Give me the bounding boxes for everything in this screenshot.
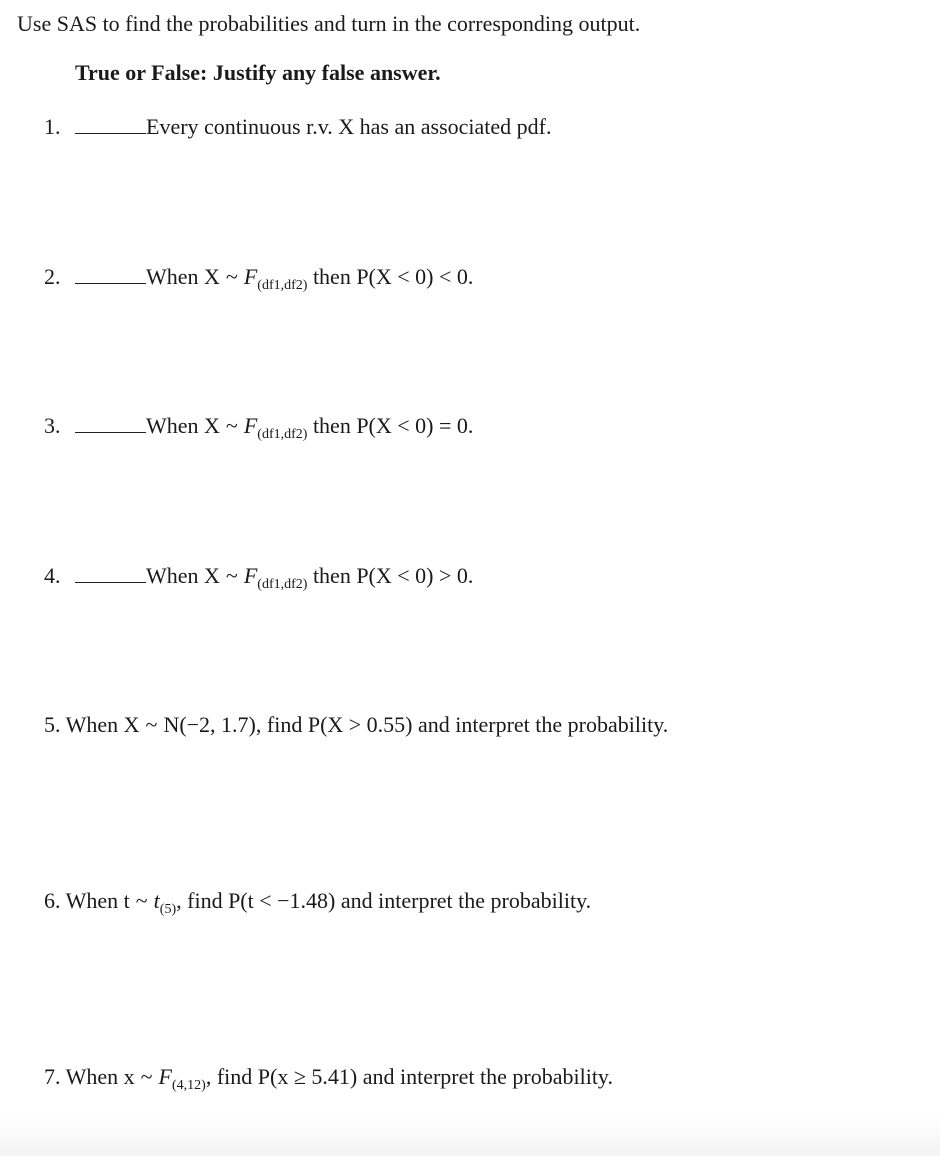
question-number: 1. bbox=[44, 114, 61, 139]
distribution-subscript: (5) bbox=[159, 902, 177, 917]
instructions-text: Use SAS to find the probabilities and turn in the corresponding output. bbox=[17, 11, 641, 36]
question-7: 7. When x ~ $F_{(4,12)}$, find P(x ≥ 5.41) and interpret the probability. bbox=[44, 1064, 613, 1093]
question-number: 2. bbox=[44, 264, 61, 289]
distribution-subscript: (df1,df2) bbox=[257, 278, 308, 293]
question-number: 5. bbox=[44, 712, 61, 737]
answer-blank[interactable] bbox=[75, 133, 146, 134]
answer-blank[interactable] bbox=[75, 283, 146, 284]
answer-blank[interactable] bbox=[75, 432, 146, 433]
statement-prefix: When X bbox=[146, 413, 220, 438]
statement-prefix: When X bbox=[146, 563, 220, 588]
question-number: 3. bbox=[44, 413, 61, 438]
answer-blank[interactable] bbox=[75, 582, 146, 583]
question-1 bbox=[44, 114, 551, 140]
question-number: 6. bbox=[44, 888, 61, 913]
statement-prefix: When X bbox=[146, 264, 220, 289]
distribution-symbol: F bbox=[243, 264, 258, 289]
distribution-subscript: (df1,df2) bbox=[257, 427, 308, 442]
distribution-symbol: F bbox=[243, 413, 258, 438]
question-2: 2. When X ~ $F_{(df1,df2)}$ then P(X < 0) < 0. bbox=[44, 264, 474, 293]
distribution-subscript: (4,12) bbox=[172, 1078, 206, 1093]
statement-text: Every continuous r.v. X has an associated pdf. bbox=[146, 114, 552, 139]
problem-prefix: When x bbox=[65, 1064, 135, 1089]
distribution-subscript: (df1,df2) bbox=[257, 577, 308, 592]
question-number: 7. bbox=[44, 1064, 61, 1089]
statement-suffix: then P(X < 0) < 0. bbox=[312, 264, 474, 289]
problem-suffix: , find P(t < −1.48) and interpret the probability. bbox=[176, 888, 592, 913]
problem-prefix: When X bbox=[65, 712, 140, 737]
question-4: 4. When X ~ $F_{(df1,df2)}$ then P(X < 0) > 0. bbox=[44, 563, 474, 592]
statement-suffix: then P(X < 0) = 0. bbox=[312, 413, 474, 438]
distribution-symbol: N(−2, 1.7) bbox=[163, 712, 256, 737]
problem-suffix: , find P(x ≥ 5.41) and interpret the probability. bbox=[205, 1064, 613, 1089]
distribution-symbol: F bbox=[243, 563, 258, 588]
question-number: 4. bbox=[44, 563, 61, 588]
distribution-symbol: t bbox=[153, 888, 160, 913]
problem-prefix: When t bbox=[65, 888, 130, 913]
statement-suffix: then P(X < 0) > 0. bbox=[312, 563, 474, 588]
page-bottom-shade bbox=[0, 1116, 940, 1156]
problem-suffix: , find P(X > 0.55) and interpret the probability. bbox=[255, 712, 669, 737]
distribution-symbol: F bbox=[158, 1064, 172, 1089]
question-3: 3. When X ~ $F_{(df1,df2)}$ then P(X < 0) = 0. bbox=[44, 413, 474, 442]
section-heading: True or False: Justify any false answer. bbox=[75, 60, 441, 85]
question-6: 6. When t ~ $t_{(5)}$, find P(t < −1.48) and interpret the probability. bbox=[44, 888, 592, 917]
question-5: 5. When X ~ N(−2, 1.7), find P(X > 0.55) and interpret the probability. bbox=[44, 712, 669, 737]
